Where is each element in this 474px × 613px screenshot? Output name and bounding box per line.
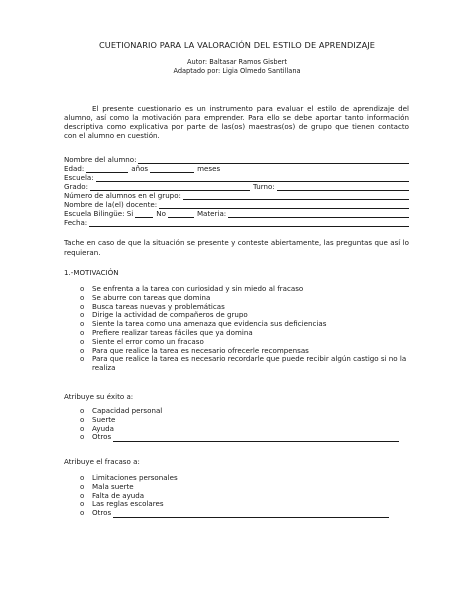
nombre-label: Nombre del alumno: [64,155,137,164]
list-item-text: Limitaciones personales [92,473,178,482]
list-item-text: Busca tareas nuevas y problemáticas [92,301,225,311]
list-item-text: Se aburre con tareas que domina [92,292,211,302]
author-line: Autor: Baltasar Ramos Gisbert [187,58,287,66]
checkbox-bullet-icon[interactable]: o [80,424,85,433]
checkbox-bullet-icon[interactable]: o [80,474,85,482]
list-item[interactable] [80,407,410,416]
otros-label: Otros [92,432,112,442]
checkbox-bullet-icon[interactable]: o [80,407,85,415]
bilingue-no-field[interactable] [168,211,194,218]
bilingue-label: Escuela Bilingüe: Si [64,209,134,218]
list-item-text: Capacidad personal [92,406,163,415]
checkbox-bullet-icon[interactable]: o [80,500,85,509]
escuela-label: Escuela: [64,173,94,182]
turno-field[interactable] [277,184,409,191]
success-label: Atribuye su éxito a: [64,392,134,401]
intro-paragraph: El presente cuestionario es un instrumento para evaluar el estilo de aprendizaje del alumno, así como la motivación para emprender. Para ello se debe aportar tanto información descriptiva como explicativa por parte de las(os) maestras(os) de grupo que tienen contacto con el alumno en cuestión. [64,104,409,140]
checkbox-bullet-icon[interactable]: o [80,337,85,346]
list-item-text: Se enfrenta a la tarea con curiosidad y sin miedo al fracaso [92,284,304,293]
checkbox-bullet-icon[interactable]: o [80,433,85,442]
checkbox-bullet-icon[interactable]: o [80,320,85,329]
motivation-list [80,285,410,373]
form-row-nombre [64,155,409,164]
failure-list [80,474,410,518]
list-item[interactable] [80,500,410,509]
list-item-otros[interactable] [80,509,410,518]
form-row-edad [64,164,409,173]
checkbox-bullet-icon[interactable]: o [80,415,85,424]
instructions: Tache en caso de que la situación se presente y conteste abiertamente, las preguntas que así lo requieran. [64,238,409,257]
list-item-text: Las reglas escolares [92,499,164,509]
document-title: CUETIONARIO PARA LA VALORACIÓN DEL ESTILO DE APRENDIZAJE [98,40,376,50]
no-label: No [156,209,166,218]
fecha-field[interactable] [89,220,409,227]
otros-field[interactable] [113,511,389,518]
list-item-text: Mala suerte [92,481,134,491]
anos-label: años [131,164,149,173]
materia-field[interactable] [228,211,409,218]
numero-label: Número de alumnos en el grupo: [64,191,181,200]
list-item[interactable] [80,355,410,373]
bilingue-si-field[interactable] [135,211,153,218]
checkbox-bullet-icon[interactable]: o [80,482,85,491]
numero-field[interactable] [183,193,409,200]
form-row-bilingue [64,209,409,218]
form-row-docente [64,200,409,209]
checkbox-bullet-icon[interactable]: o [80,355,85,364]
checkbox-bullet-icon[interactable]: o [80,491,85,500]
success-list [80,407,410,442]
list-item-text: Prefiere realizar tareas fáciles que ya domina [92,327,253,337]
form-row-escuela [64,173,409,182]
list-item-text: Siente el error como un fracaso [92,336,204,346]
checkbox-bullet-icon[interactable]: o [80,302,85,311]
adapted-line: Adaptado por: Ligia Olmedo Santillana [173,67,301,75]
nombre-field[interactable] [138,157,409,164]
checkbox-bullet-icon[interactable]: o [80,311,85,320]
grado-field[interactable] [90,184,250,191]
list-item-otros[interactable] [80,433,410,442]
materia-label: Materia: [196,209,227,218]
list-item-text: Para que realice la tarea es necesario ofrecerle recompensas [92,345,309,355]
list-item-text: Ayuda [92,423,114,433]
edad-years-field[interactable] [86,166,128,173]
checkbox-bullet-icon[interactable]: o [80,509,85,518]
list-item[interactable] [80,416,410,425]
form-row-grado [64,182,409,191]
fecha-label: Fecha: [64,218,88,227]
list-item-text: Para que realice la tarea es necesario recordarle que puede recibir algún castigo si no la realiza [92,354,407,373]
form-row-fecha [64,218,409,227]
form-row-numero [64,191,409,200]
edad-months-field[interactable] [150,166,194,173]
grado-label: Grado: [64,182,88,191]
checkbox-bullet-icon[interactable]: o [80,346,85,355]
escuela-field[interactable] [96,175,409,182]
docente-field[interactable] [159,202,409,209]
list-item-text: Suerte [92,414,116,424]
docente-label: Nombre de la(el) docente: [64,200,158,209]
turno-label: Turno: [253,182,275,191]
otros-field[interactable] [113,435,399,442]
failure-label: Atribuye el fracaso a: [64,457,140,466]
checkbox-bullet-icon[interactable]: o [80,328,85,337]
otros-label: Otros [92,508,112,518]
list-item-text: Falta de ayuda [92,490,145,500]
section-motivacion-heading: 1.-MOTIVACIÓN [64,268,119,277]
meses-label: meses [197,164,221,173]
edad-label: Edad: [64,164,85,173]
list-item[interactable] [80,425,410,434]
list-item-text: Siente la tarea como una amenaza que evidencia sus deficiencias [92,319,327,329]
checkbox-bullet-icon[interactable]: o [80,293,85,302]
list-item-text: Dirige la actividad de compañeros de grupo [92,310,248,320]
checkbox-bullet-icon[interactable]: o [80,285,85,293]
